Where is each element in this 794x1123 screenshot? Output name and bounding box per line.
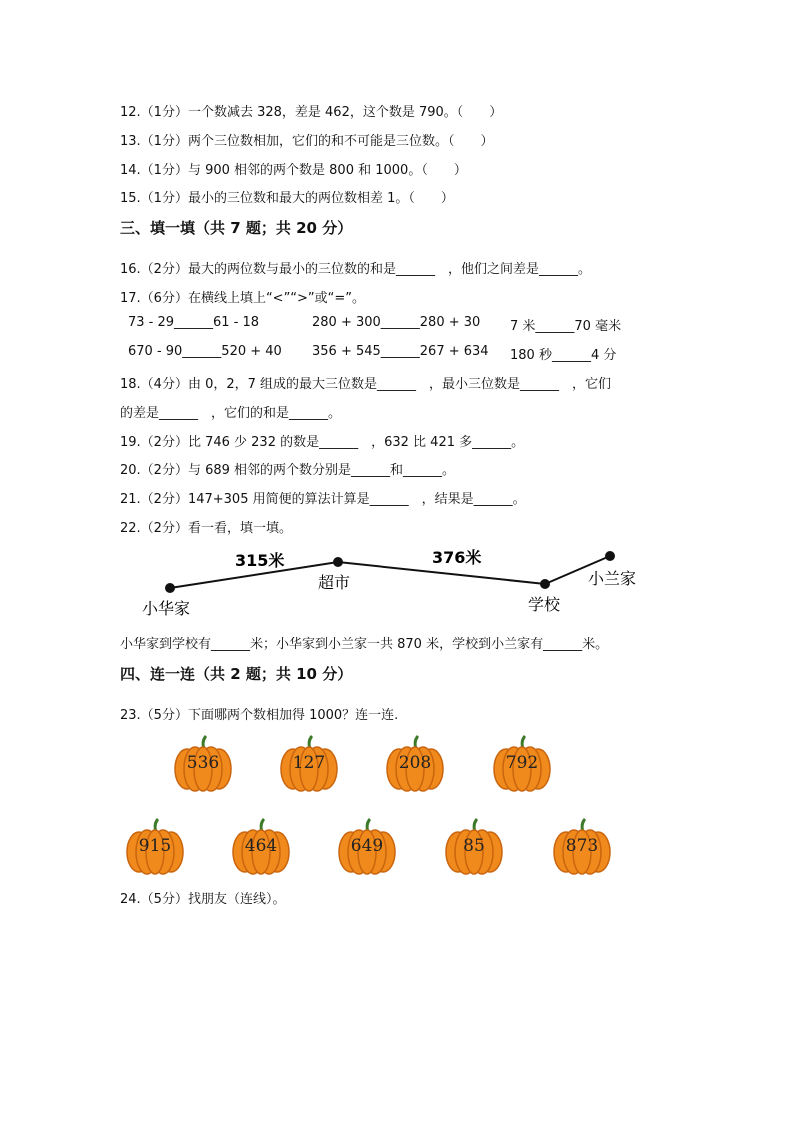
distance-label-2: 376米 <box>432 548 482 567</box>
question-21: 21.（2分）147+305 用简便的算法计算是______ ，结果是______。 <box>120 492 526 507</box>
question-22-fill: 小华家到学校有______米；小华家到小兰家一共 870 米，学校到小兰家有______米。 <box>120 637 609 652</box>
pumpkin-number: 208 <box>398 753 432 773</box>
pumpkin-649[interactable] <box>337 816 397 876</box>
question-13: 13.（1分）两个三位数相加，它们的和不可能是三位数。（ ） <box>120 134 494 149</box>
pumpkin-536[interactable] <box>173 733 233 793</box>
compare-item-3: 7 米______70 毫米 <box>510 319 622 334</box>
pumpkin-127[interactable] <box>279 733 339 793</box>
question-15: 15.（1分）最小的三位数和最大的两位数相差 1。（ ） <box>120 191 454 206</box>
question-12: 12.（1分）一个数减去 328，差是 462，这个数是 790。（ ） <box>120 105 503 120</box>
compare-item-6: 180 秒______4 分 <box>510 348 617 363</box>
question-22: 22.（2分）看一看，填一填。 <box>120 521 292 536</box>
question-18-line1: 18.（4分）由 0，2，7 组成的最大三位数是______ ，最小三位数是______ ，它们 <box>120 377 612 392</box>
pumpkin-number: 464 <box>244 836 278 856</box>
compare-item-1: 73 - 29______61 - 18 <box>128 315 260 330</box>
point-xiaohua-home <box>165 583 175 593</box>
pumpkin-number: 127 <box>292 753 326 773</box>
question-17: 17.（6分）在横线上填上“<”“>”或“=”。 <box>120 291 366 306</box>
label-xiaolan-home: 小兰家 <box>588 569 637 588</box>
label-school: 学校 <box>528 595 561 614</box>
compare-item-2: 280 + 300______280 + 30 <box>312 315 481 330</box>
question-16: 16.（2分）最大的两位数与最小的三位数的和是______ ，他们之间差是______。 <box>120 262 591 277</box>
pumpkin-873[interactable] <box>552 816 612 876</box>
question-14: 14.（1分）与 900 相邻的两个数是 800 和 1000。（ ） <box>120 163 467 178</box>
question-18-line2: 的差是______ ，它们的和是______。 <box>120 406 342 421</box>
pumpkin-number: 536 <box>186 753 220 773</box>
distance-label-1: 315米 <box>235 551 285 570</box>
label-market: 超市 <box>318 573 351 592</box>
question-24: 24.（5分）找朋友（连线）。 <box>120 892 286 907</box>
pumpkin-208[interactable] <box>385 733 445 793</box>
section-3-title: 三、填一填（共 7 题；共 20 分） <box>120 219 353 237</box>
pumpkin-number: 792 <box>505 753 539 773</box>
section-4-title: 四、连一连（共 2 题；共 10 分） <box>120 665 353 683</box>
compare-item-4: 670 - 90______520 + 40 <box>128 344 282 359</box>
question-23: 23.（5分）下面哪两个数相加得 1000？连一连. <box>120 708 399 723</box>
point-market <box>333 557 343 567</box>
pumpkin-464[interactable] <box>231 816 291 876</box>
question-20: 20.（2分）与 689 相邻的两个数分别是______和______。 <box>120 463 456 478</box>
pumpkin-792[interactable] <box>492 733 552 793</box>
pumpkin-number: 649 <box>350 836 384 856</box>
compare-item-5: 356 + 545______267 + 634 <box>312 344 489 359</box>
pumpkin-number: 915 <box>138 836 172 856</box>
label-xiaohua-home: 小华家 <box>142 599 191 618</box>
pumpkin-915[interactable] <box>125 816 185 876</box>
route-diagram <box>120 538 660 628</box>
pumpkin-85[interactable] <box>444 816 504 876</box>
point-school <box>540 579 550 589</box>
point-xiaolan-home <box>605 551 615 561</box>
pumpkin-number: 873 <box>565 836 599 856</box>
pumpkin-number: 85 <box>463 836 485 856</box>
question-19: 19.（2分）比 746 少 232 的数是______ ，632 比 421 多______。 <box>120 435 525 450</box>
